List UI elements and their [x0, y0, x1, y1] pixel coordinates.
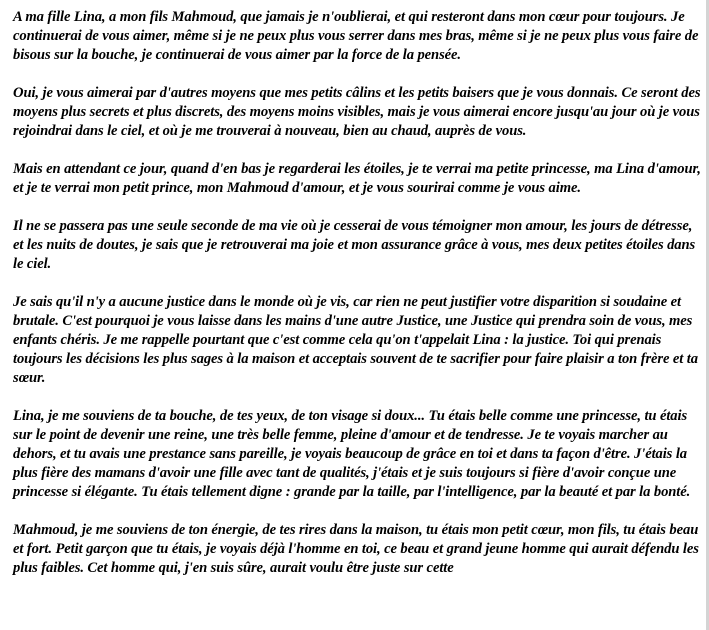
paragraph-justice: Je sais qu'il n'y a aucune justice dans le monde où je vis, car rien ne peut justifier votre disparition si soudaine et brutale. C'est pourquoi je vous laisse dans les mains d'une autre Justice, une Justice qui prendra soin de vous, mes enfants chéris. Je me rappelle pourtant que c'est comme cela qu'on t'appelait Lina : la justice. Toi qui prenais toujours les décisions les plus sages à la maison et acceptais souvent de te sacrifier pour faire plaisir a ton frère et ta sœur. — [13, 294, 698, 386]
paragraph-mahmoud: Mahmoud, je me souviens de ton énergie, de tes rires dans la maison, tu étais mon petit cœur, mon fils, tu étais beau et fort. Petit garçon que tu étais, je voyais déjà l'homme en toi, ce beau et grand jeune homme qui aurait défendu les plus faibles. Cet homme qui, j'en suis sûre, aurait voulu être juste sur cette — [13, 522, 699, 576]
paragraph-other-ways: Oui, je vous aimerai par d'autres moyens que mes petits câlins et les petits baisers que je vous donnais. Ce seront des moyens plus secrets et plus discrets, des moyens moins visibles, mais je vous aimerai encore jusqu'au jour où je vous rejoindrai dans le ciel, et où je me trouverai à nouveau, bien au chaud, auprès de vous. — [13, 85, 701, 139]
paragraph-lina: Lina, je me souviens de ta bouche, de tes yeux, de ton visage si doux... Tu étais belle comme une princesse, tu étais sur le point de devenir une reine, une très belle femme, pleine d'amour et de tendresse. Je te voyais marcher au dehors, et tu avais une prestance sans pareille, je voyais beaucoup de grâce en toi et dans ta façon d'être. J'étais la plus fière des mamans d'avoir une fille avec tant de qualités, j'étais et je suis toujours si fière d'avoir conçue une princesse si élégante. Tu étais tellement digne : grande par la taille, par l'intelligence, par la beauté et par la bonté. — [13, 408, 691, 500]
paragraph-dedication: A ma fille Lina, a mon fils Mahmoud, que jamais je n'oublierai, et qui resteront dans mon cœur pour toujours. Je continuerai de vous aimer, même si je ne peux plus vous serrer dans mes bras, même si je ne peux plus vous faire de bisous sur la bouche, je continuerai de vous aimer par la force de la pensée. — [13, 9, 699, 63]
paragraph-stars: Mais en attendant ce jour, quand d'en bas je regarderai les étoiles, je te verrai ma petite princesse, ma Lina d'amour, et je te verrai mon petit prince, mon Mahmoud d'amour, et je vous sourirai comme je vous aime. — [13, 161, 701, 196]
paragraph-every-second: Il ne se passera pas une seule seconde de ma vie où je cesserai de vous témoigner mon amour, les jours de détresse, et les nuits de doutes, je sais que je retrouverai ma joie et mon assurance grâce à vous, mes deux petites étoiles dans le ciel. — [13, 218, 696, 272]
letter-body — [13, 8, 703, 597]
